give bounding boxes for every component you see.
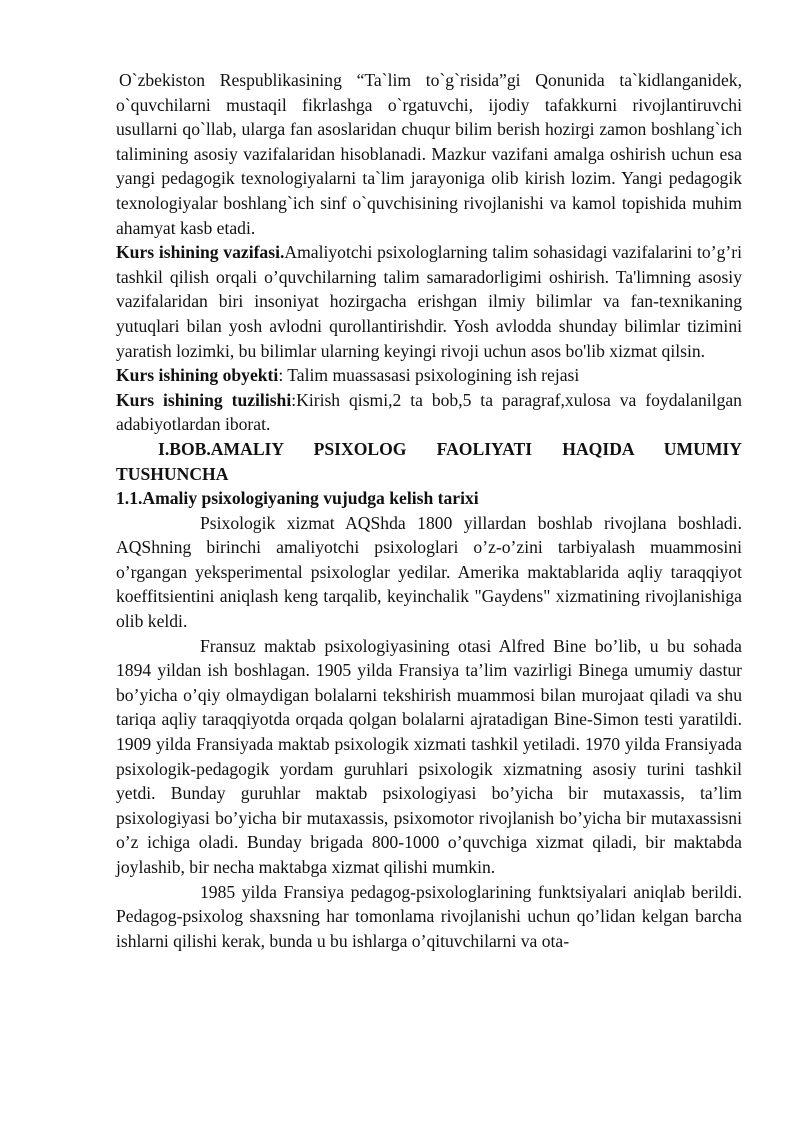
chapter-title: I.BOB.AMALIY PSIXOLOG FAOLIYATI HAQIDA UMUMIY TUSHUNCHA xyxy=(116,438,742,484)
course-task-label: Kurs ishining vazifasi. xyxy=(116,242,285,263)
intro-paragraph: O`zbekiston Respublikasining “Ta`lim to`g`risida”gi Qonunida ta`kidlanganidek, o`quvchilarni mustaqil fikrlashga o`rgatuvchi, ijodiy tafakkurni rivojlantiruvchi usullarni qo`llab, ularga fan asoslaridan chuqur bilim berish hozirgi zamon boshlang`ich talimining asosiy vazifalaridan hisoblanadi. Mazkur vazifani amalga oshirish uchun esa yangi pedagogik texnologiyalarni ta`lim jarayoniga olib kirish lozim. Yangi pedagogik texnologiyalar boshlang`ich sinf o`quvchisining rivojlanishi va kamol topishida muhim ahamyat kasb etadi. xyxy=(116,70,742,238)
course-object-text: : Talim muassasasi psixologining ish rejasi xyxy=(278,365,580,386)
course-structure-paragraph xyxy=(116,388,742,437)
course-structure-text: :Kirish qismi,2 ta bob,5 ta paragraf,xulosa va foydalanilgan adabiyotlardan iborat. xyxy=(116,389,742,435)
course-task-paragraph xyxy=(116,240,742,363)
history-paragraph-1985: 1985 yilda Fransiya pedagog-psixologlarining funktsiyalari aniqlab berildi. Pedagog-psixolog shaxsning har tomonlama rivojlanishi uchun qo’lidan kelgan barcha ishlarni qilishi kerak, bunda u bu ishlarga o’qituvchilarni va ota- xyxy=(116,881,742,951)
section-title: 1.1.Amaliy psixologiyaning vujudga kelish tarixi xyxy=(116,488,479,509)
history-paragraph-usa: Psixologik xizmat AQShda 1800 yillardan boshlab rivojlana boshladi. AQShning birinchi amaliyotchi psixologlari o’z-o’zini tarbiyalash muammosini o’rgangan yeksperimental psixologlar yedilar. Amerika maktablarida aqliy taraqqiyot koeffitsientini aniqlash keng tarqalib, keyinchalik "Gaydens" xizmatining rivojlanishiga olib keldi. xyxy=(116,512,742,632)
course-object-label: Kurs ishining obyekti xyxy=(116,365,279,386)
course-structure-label: Kurs ishining tuzilishi xyxy=(116,389,292,410)
course-object-paragraph xyxy=(116,363,742,388)
history-paragraph-france: Fransuz maktab psixologiyasining otasi Alfred Bine bo’lib, u bu sohada 1894 yildan ish boshlagan. 1905 yilda Fransiya ta’lim vazirligi Binega umumiy dastur bo’yicha o’qiy olmaydigan bolalarni tekshirish muammosi bilan murojaat qiladi va shu tariqa aqliy taraqqiyotda orqada qolgan bolalarni ajratadigan Bine-Simon testi yaratildi. 1909 yilda Fransiyada maktab psixologik xizmati tashkil yetiladi. 1970 yilda Fransiyada psixologik-pedagogik yordam guruhlari psixologik xizmatning asosiy turini tashkil yetdi. Bunday guruhlar maktab psixologiyasi bo’yicha bir mutaxassis, ta’lim psixologiyasi bo’yicha bir mutaxassis, psixomotor rivojlanish bo’yicha bir mutaxassisni o’z ichiga oladi. Bunday brigada 800-1000 o’quvchiga xizmat qiladi, bir maktabda joylashib, bir necha maktabga xizmat qilishi mumkin. xyxy=(116,635,742,877)
course-task-text: Amaliyotchi psixologlarning talim sohasidagi vazifalarini to’g’ri tashkil qilish orqali o’quvchilarning talim samaradorligimi oshirish. Ta'limning asosiy vazifalaridan biri insoniyat hozirgacha erishgan ilmiy bilimlar va fan-texnikaning yutuqlari bilan yosh avlodni qurollantirishdir. Yosh avlodda shunday bilimlar tizimini yaratish lozimki, bu bilimlar ularning keyingi rivoji uchun asos bo'lib xizmat qilsin. xyxy=(116,242,742,361)
